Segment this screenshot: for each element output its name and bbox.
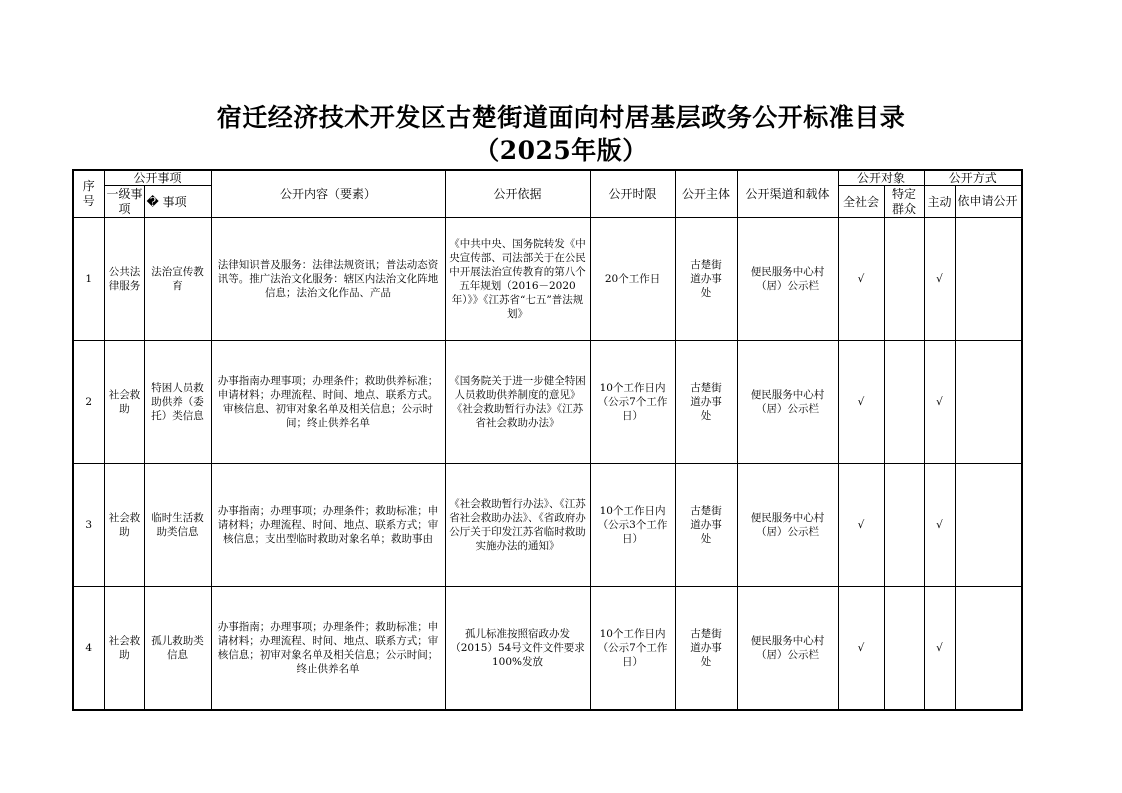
row-level1: 公共法律服务 — [104, 218, 144, 341]
row-time-limit: 20个工作日 — [590, 218, 675, 341]
row-level2: 特困人员救助供养（委托）类信息 — [144, 341, 211, 464]
row-active-check: √ — [924, 341, 955, 464]
document-title: 宿迁经济技术开发区古楚街道面向村居基层政务公开标准目录 — [216, 103, 906, 132]
header-basis: 公开依据 — [445, 170, 590, 218]
row-basis: 《中共中央、国务院转发《中央宣传部、司法部关于在公民中开展法治宣传教育的第八个五年规划（2016－2020年）》》《江苏省“七五”普法规划》 — [445, 218, 590, 341]
row-on-request-check — [955, 464, 1022, 587]
row-specific-group-check — [884, 341, 924, 464]
row-time-limit: 10个工作日内（公示3个工作日） — [590, 464, 675, 587]
row-content: 法律知识普及服务：法律法规资讯；普法动态资讯等。推广法治文化服务：辖区内法治文化阵地信息；法治文化作品、产品 — [211, 218, 445, 341]
row-active-check: √ — [924, 587, 955, 711]
row-level2: 法治宣传教育 — [144, 218, 211, 341]
row-channel: 便民服务中心村（居）公示栏 — [737, 464, 838, 587]
table-row — [73, 464, 1022, 587]
header-matter-group: 公开事项 — [104, 170, 211, 186]
row-channel: 便民服务中心村（居）公示栏 — [737, 218, 838, 341]
row-content: 办事指南；办理事项；办理条件；救助标准；申请材料；办理流程、时间、地点、联系方式；审核信息；初审对象名单及相关信息；公示时间；终止供养名单 — [211, 587, 445, 711]
catalog-table — [72, 169, 1023, 711]
row-time-limit: 10个工作日内（公示7个工作日） — [590, 587, 675, 711]
row-basis: 《社会救助暂行办法》、《江苏省社会救助办法》、《省政府办公厅关于印发江苏省临时救助实施办法的通知》 — [445, 464, 590, 587]
table-row — [73, 341, 1022, 464]
row-seq: 4 — [73, 587, 104, 711]
row-active-check: √ — [924, 218, 955, 341]
row-channel: 便民服务中心村（居）公示栏 — [737, 587, 838, 711]
row-all-society-check: √ — [838, 218, 884, 341]
row-specific-group-check — [884, 464, 924, 587]
row-on-request-check — [955, 587, 1022, 711]
row-all-society-check: √ — [838, 464, 884, 587]
header-active: 主动 — [924, 186, 955, 218]
table-row — [73, 587, 1022, 711]
table-row — [73, 218, 1022, 341]
header-time-limit: 公开时限 — [590, 170, 675, 218]
header-on-request: 依申请公开 — [955, 186, 1022, 218]
row-content: 办事指南办理事项；办理条件；救助供养标准；申请材料；办理流程、时间、地点、联系方式。 审核信息、初审对象名单及相关信息；公示时间；终止供养名单 — [211, 341, 445, 464]
row-time-limit: 10个工作日内（公示7个工作日） — [590, 341, 675, 464]
row-active-check: √ — [924, 464, 955, 587]
header-target-group: 公开对象 — [838, 170, 924, 186]
row-all-society-check: √ — [838, 341, 884, 464]
row-seq: 2 — [73, 341, 104, 464]
row-on-request-check — [955, 218, 1022, 341]
row-specific-group-check — [884, 218, 924, 341]
document-edition: （2025年版） — [474, 136, 648, 165]
header-channel: 公开渠道和载体 — [737, 170, 838, 218]
row-level2: 孤儿救助类信息 — [144, 587, 211, 711]
row-subject: 古楚街道办事处 — [675, 218, 737, 341]
header-seq: 序号 — [73, 170, 104, 218]
header-level1: 一级事项 — [104, 186, 144, 218]
row-subject: 古楚街道办事处 — [675, 464, 737, 587]
row-on-request-check — [955, 341, 1022, 464]
header-all-society: 全社会 — [838, 186, 884, 218]
row-level1: 社会救助 — [104, 464, 144, 587]
row-basis: 孤儿标准按照宿政办发（2015）54号文件文件要求100%发放 — [445, 587, 590, 711]
row-level1: 社会救助 — [104, 587, 144, 711]
row-subject: 古楚街道办事处 — [675, 341, 737, 464]
row-basis: 《国务院关于进一步健全特困人员救助供养制度的意见》《社会救助暂行办法》《江苏省社会救助办法》 — [445, 341, 590, 464]
row-channel: 便民服务中心村（居）公示栏 — [737, 341, 838, 464]
row-subject: 古楚街道办事处 — [675, 587, 737, 711]
row-seq: 3 — [73, 464, 104, 587]
header-method-group: 公开方式 — [924, 170, 1022, 186]
row-level2: 临时生活救助类信息 — [144, 464, 211, 587]
row-specific-group-check — [884, 587, 924, 711]
header-content: 公开内容（要素） — [211, 170, 445, 218]
row-content: 办事指南；办理事项；办理条件；救助标准；申请材料；办理流程、时间、地点、联系方式；审核信息；支出型临时救助对象名单；救助事由 — [211, 464, 445, 587]
row-seq: 1 — [73, 218, 104, 341]
header-specific-group: 特定群众 — [884, 186, 924, 218]
header-level2: � 事项 — [144, 186, 211, 218]
row-level1: 社会救助 — [104, 341, 144, 464]
header-subject: 公开主体 — [675, 170, 737, 218]
row-all-society-check: √ — [838, 587, 884, 711]
